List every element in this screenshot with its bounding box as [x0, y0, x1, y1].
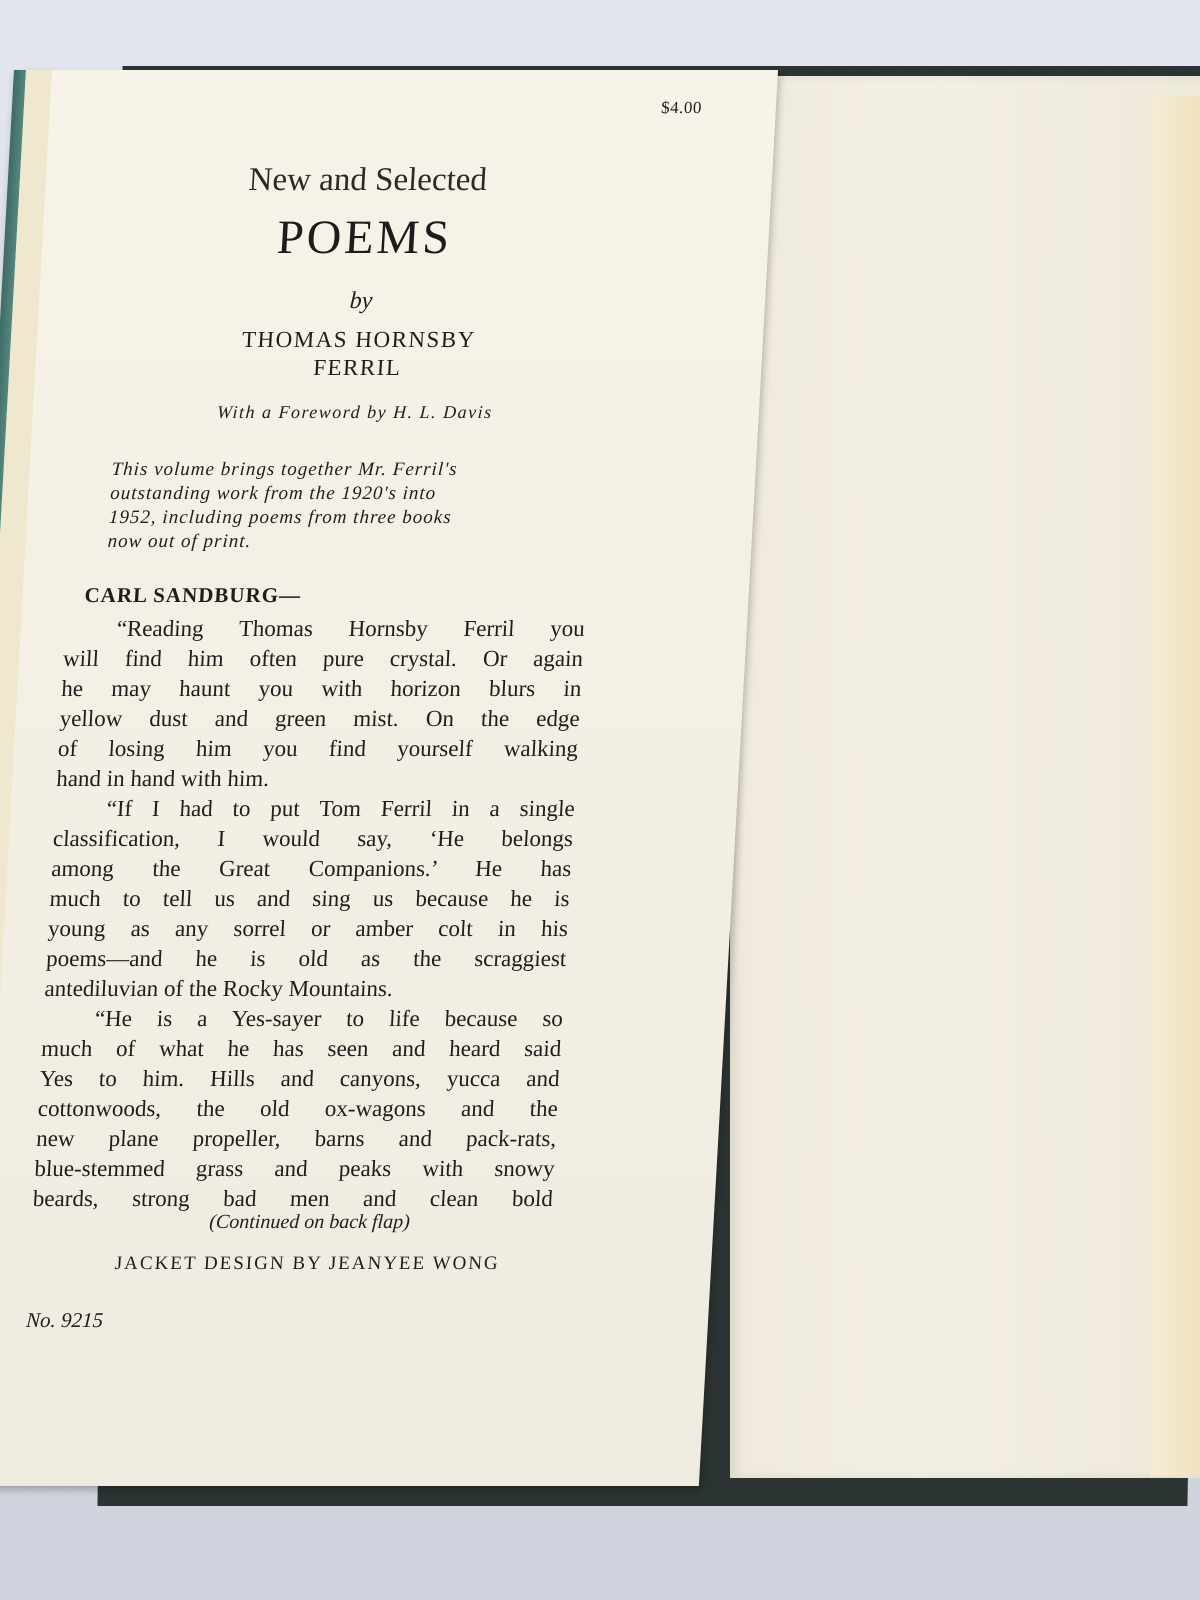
sandburg-quote	[32, 614, 586, 1214]
quote-line: “If I had to put Tom Ferril in a single	[106, 796, 576, 821]
quote-heading: CARL SANDBURG—	[83, 583, 302, 607]
quote-line: classification, I would say, ‘He belongs	[52, 826, 574, 851]
foreword-credit: With a Foreword by H. L. Davis	[216, 402, 494, 422]
author-line2: FERRIL	[312, 355, 403, 380]
blurb-line: now out of print.	[107, 531, 252, 552]
quote-line: much to tell us and sing us because he is	[48, 886, 571, 911]
blurb-line: This volume brings together Mr. Ferril's	[111, 459, 459, 480]
quote-line: hand in hand with him.	[55, 766, 270, 791]
book-title-line2: POEMS	[275, 211, 454, 264]
blurb-line: outstanding work from the 1920's into	[109, 483, 437, 504]
endpaper-page	[730, 76, 1200, 1478]
quote-line: of losing him you find yourself walking	[57, 736, 579, 761]
quote-line: much of what he has seen and heard said	[40, 1036, 562, 1061]
quote-line: yellow dust and green mist. On the edge	[59, 706, 581, 731]
quote-line: blue-stemmed grass and peaks with snowy	[33, 1156, 556, 1181]
quote-line: beards, strong bad men and clean bold	[32, 1186, 554, 1211]
quote-line: among the Great Companions.’ He has	[50, 856, 573, 881]
quote-line: “Reading Thomas Hornsby Ferril you	[116, 616, 586, 641]
jacket-design-credit: JACKET DESIGN BY JEANYEE WONG	[114, 1253, 501, 1274]
quote-line: Yes to him. Hills and canyons, yucca and	[38, 1066, 561, 1091]
blurb-line: 1952, including poems from three books	[108, 507, 453, 528]
blurb-paragraph	[107, 458, 582, 554]
price-label: $4.00	[660, 98, 703, 117]
quote-line: cottonwoods, the old ox-wagons and the	[37, 1096, 559, 1121]
book-title-line1: New and Selected	[247, 162, 488, 198]
page-edge	[1150, 96, 1200, 1476]
quote-line: he may haunt you with horizon blurs in	[60, 676, 583, 701]
quote-line: “He is a Yes-sayer to life because so	[94, 1006, 564, 1031]
author-name	[57, 326, 660, 382]
quote-line: new plane propeller, barns and pack-rats,	[35, 1126, 557, 1151]
continued-note: (Continued on back flap)	[208, 1211, 411, 1233]
quote-line: will find him often pure crystal. Or again	[62, 646, 584, 671]
catalog-number: No. 9215	[25, 1308, 104, 1332]
flap-text-block	[0, 70, 754, 1486]
quote-line: young as any sorrel or amber colt in his	[47, 916, 569, 941]
author-line1: THOMAS HORNSBY	[241, 327, 477, 352]
by-label: by	[349, 288, 374, 314]
quote-line: poems—and he is old as the scraggiest	[45, 946, 568, 971]
jacket-flap	[0, 70, 778, 1486]
quote-line: antediluvian of the Rocky Mountains.	[43, 976, 394, 1001]
